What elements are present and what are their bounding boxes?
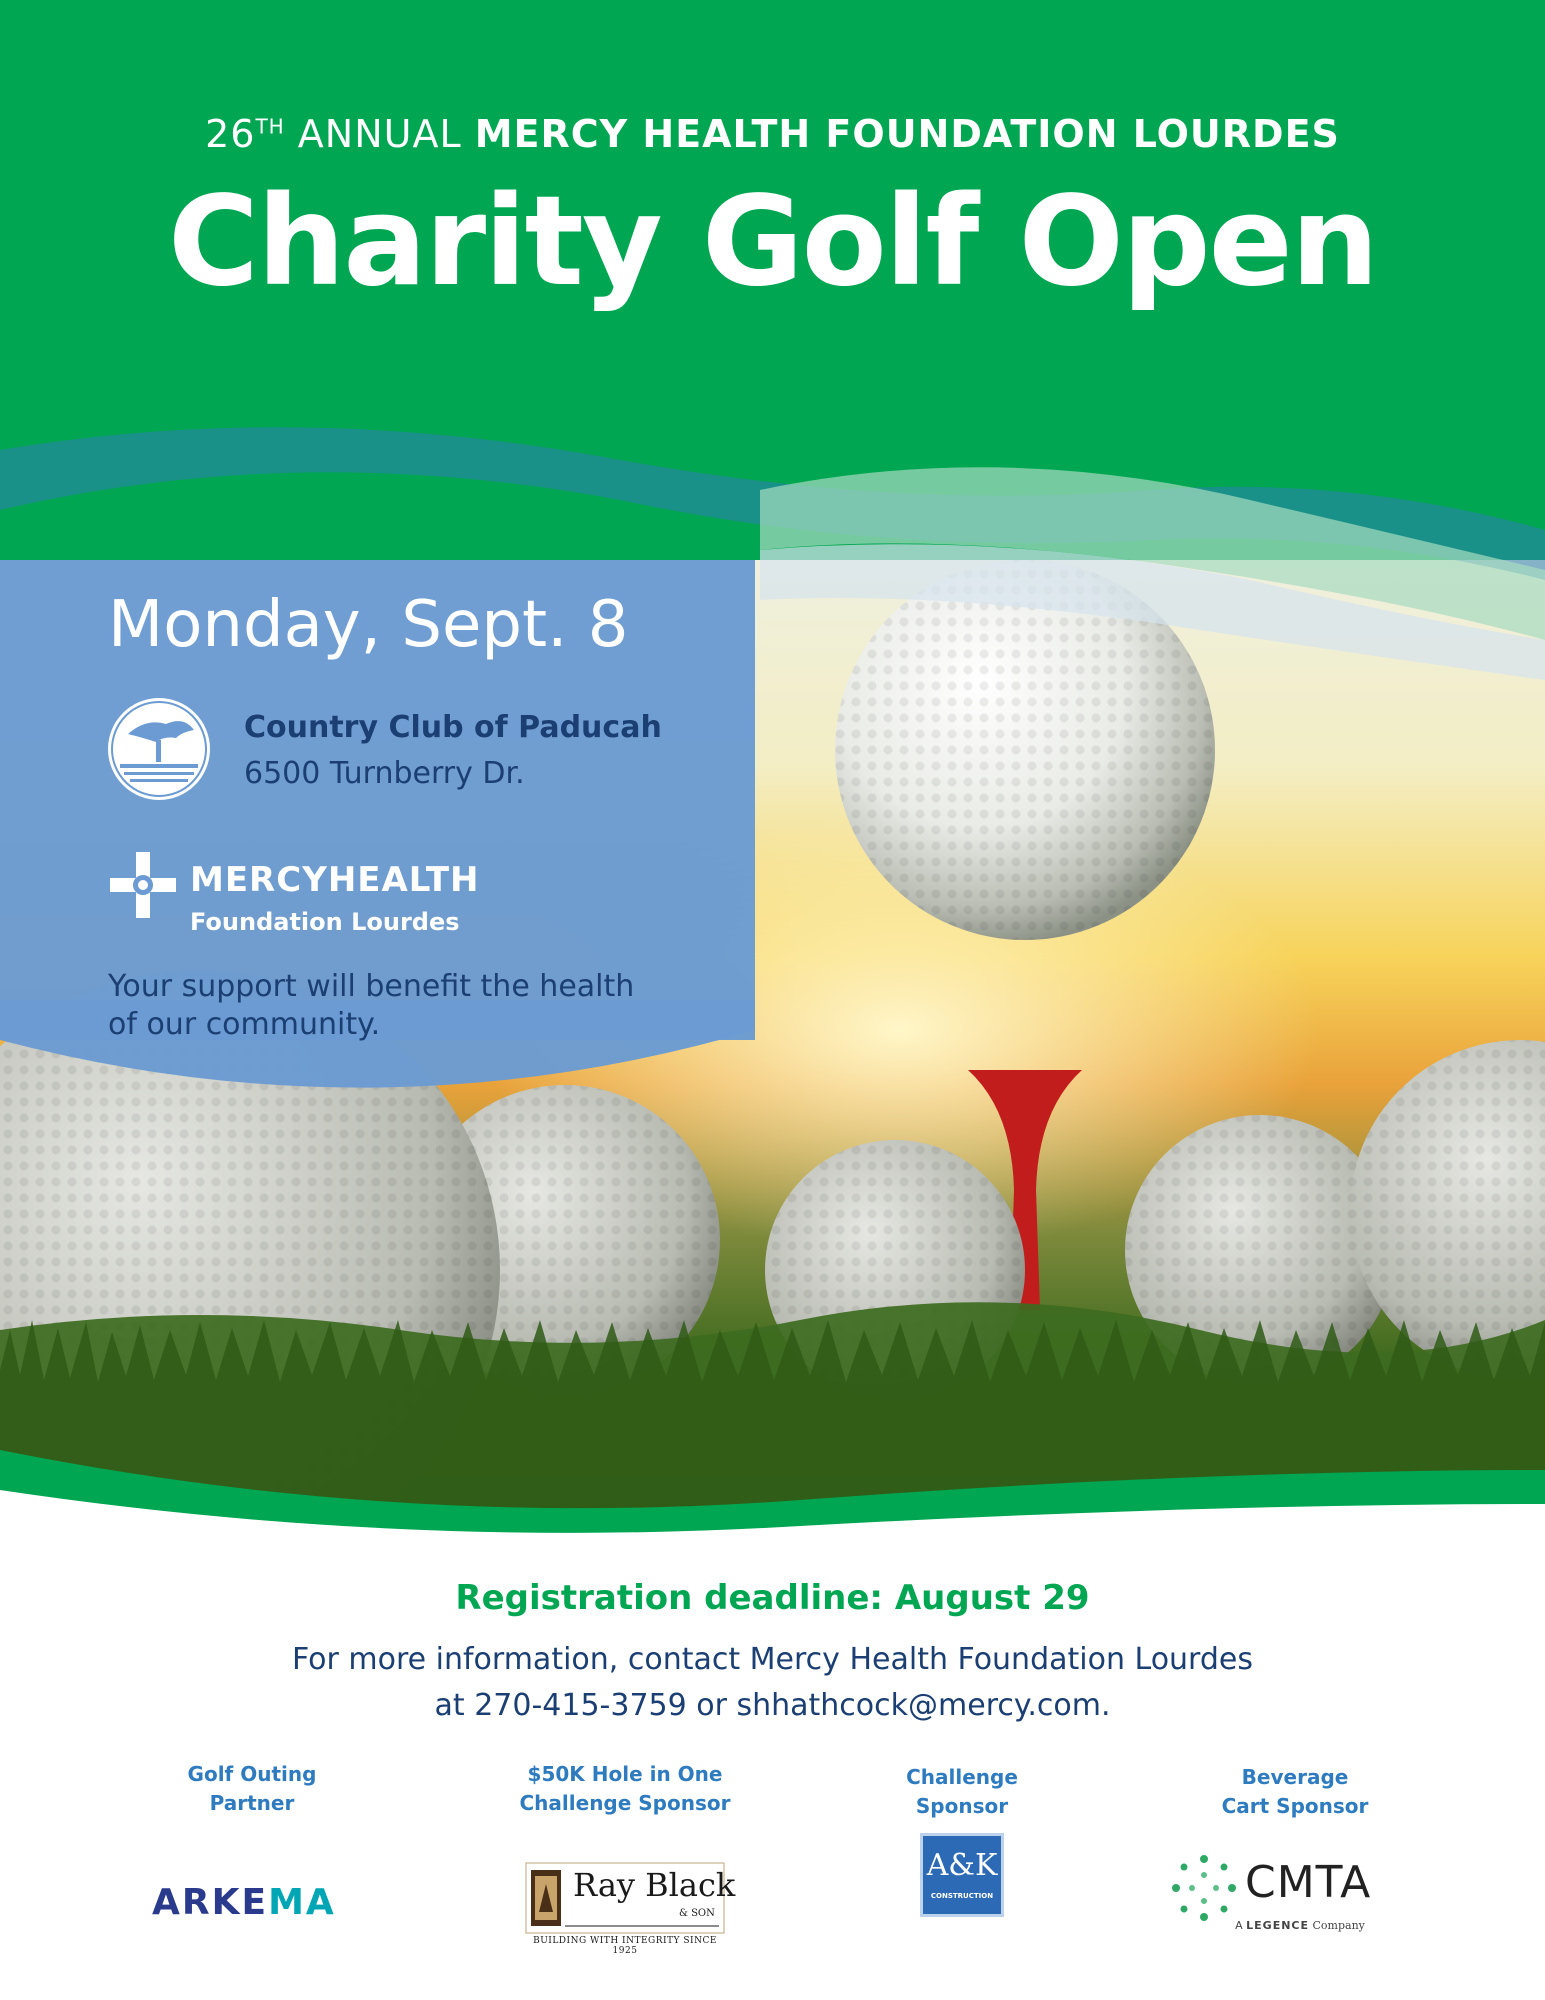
mercy-health-logo-text: MERCYHEALTH	[190, 860, 480, 900]
cmta-sub-a: A	[1235, 1919, 1243, 1932]
cmta-logo-text: CMTA	[1245, 1857, 1372, 1908]
kicker-annual: ANNUAL	[297, 112, 462, 156]
sponsor-title: Challenge Sponsor	[519, 1791, 731, 1815]
sponsor-challenge	[812, 1763, 1112, 1900]
cmta-sub-brand: LEGENCE	[1246, 1919, 1309, 1932]
cmta-dots-icon	[1169, 1853, 1239, 1923]
sponsor-title: Beverage	[1241, 1765, 1349, 1789]
kicker-ordinal-suffix: TH	[255, 114, 285, 139]
ray-black-logo-sub: & SON	[679, 1908, 715, 1919]
kicker-ordinal: 26	[205, 112, 256, 156]
sponsor-golf-outing-partner	[102, 1760, 402, 1923]
mercy-foundation-subtitle: Foundation Lourdes	[190, 908, 460, 936]
kicker-organization: MERCY HEALTH FOUNDATION LOURDES	[474, 112, 1340, 156]
event-kicker	[0, 112, 1545, 156]
ray-black-logo-text: Ray Black	[573, 1866, 736, 1904]
venue-address: 6500 Turnberry Dr.	[244, 756, 525, 791]
registration-deadline: Registration deadline: August 29	[455, 1578, 1090, 1618]
cmta-logo-sub	[1225, 1919, 1375, 1932]
ak-construction-logo	[812, 1833, 1112, 1943]
ak-logo-text: A&K	[926, 1848, 998, 1883]
sponsor-title: Golf Outing	[187, 1762, 317, 1786]
event-date: Monday, Sept. 8	[108, 588, 629, 662]
venue-name: Country Club of Paducah	[244, 710, 662, 745]
sponsor-title: Sponsor	[915, 1794, 1009, 1818]
contact-line-1: For more information, contact Mercy Health Foundation Lourdes	[291, 1642, 1253, 1677]
sponsor-hole-in-one	[475, 1760, 775, 1956]
ray-black-tagline: BUILDING WITH INTEGRITY SINCE 1925	[533, 1936, 717, 1956]
ray-black-logo	[475, 1852, 775, 1962]
contact-line-2: at 270-415-3759 or shhathcock@mercy.com.	[434, 1688, 1111, 1723]
page-title: Charity Golf Open	[167, 170, 1378, 314]
arkema-logo-text-accent: MA	[268, 1882, 336, 1923]
bottom-wave	[0, 1430, 1545, 1550]
support-message: Your support will benefit the health of our community.	[108, 969, 635, 1042]
cmta-sub-company: Company	[1312, 1919, 1365, 1932]
arkema-logo	[102, 1852, 402, 1962]
country-club-logo-icon	[106, 696, 212, 802]
sponsor-title: $50K Hole in One	[527, 1762, 723, 1786]
sponsor-title: Cart Sponsor	[1221, 1794, 1369, 1818]
cmta-logo	[1145, 1841, 1445, 1951]
mercy-cross-icon	[108, 850, 178, 920]
ak-logo-box	[920, 1833, 1004, 1917]
sponsor-title: Challenge	[906, 1765, 1018, 1789]
ak-logo-sub: CONSTRUCTION	[930, 1892, 994, 1900]
arkema-logo-text: ARKE	[152, 1882, 269, 1923]
sponsor-title: Partner	[209, 1791, 295, 1815]
sponsor-beverage-cart	[1145, 1763, 1445, 1932]
